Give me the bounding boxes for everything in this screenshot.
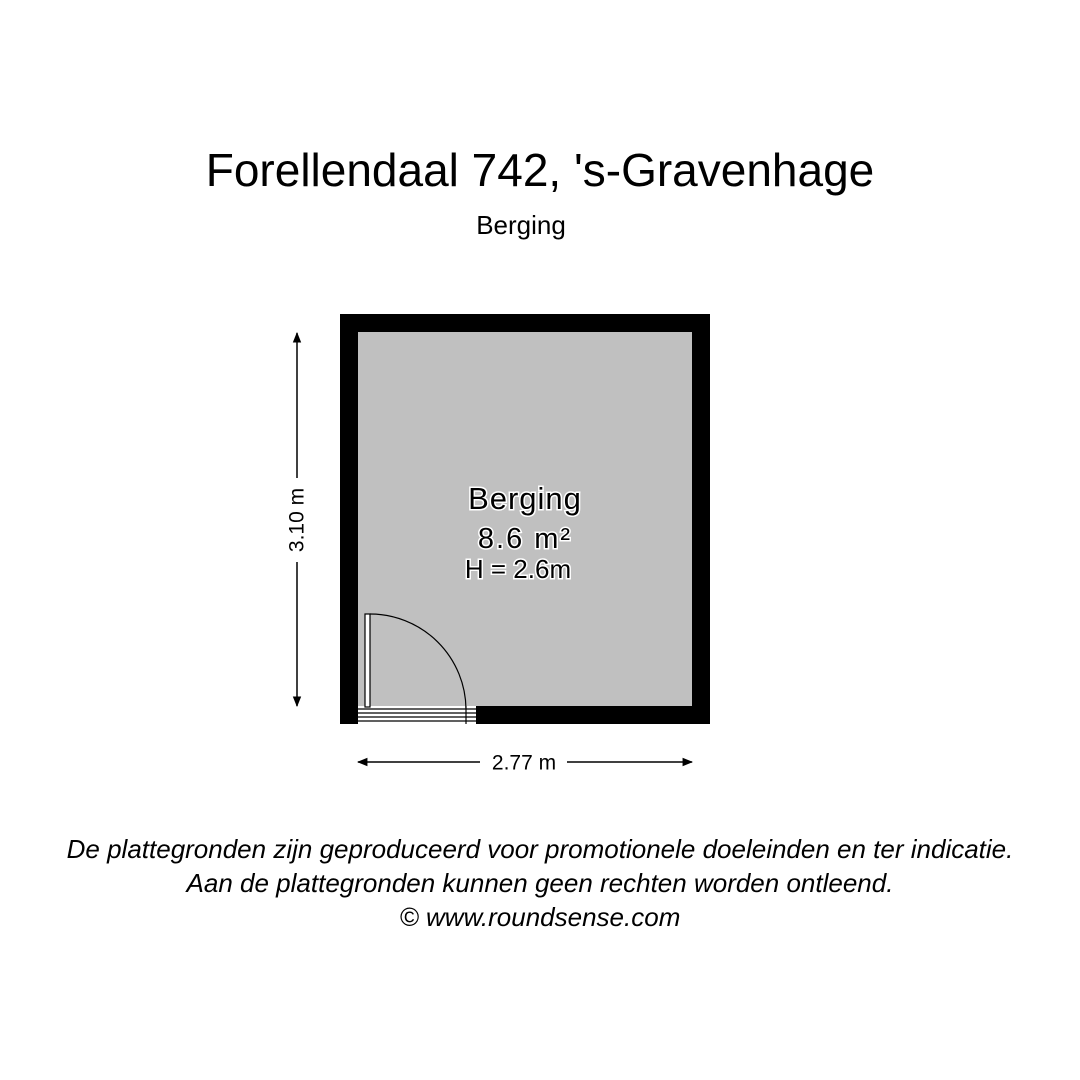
disclaimer-line-2: Aan de plattegronden kunnen geen rechten worden ontleend. [186,868,894,898]
door-threshold [358,706,476,724]
height-dimension-label: 3.10 m [285,487,309,553]
room-height: H = 2.6m [464,554,572,584]
room-floor [358,332,692,706]
width-dimension-label: 2.77 m [491,751,557,775]
disclaimer-line-1: De plattegronden zijn geproduceerd voor promotionele doeleinden en ter indicatie. [66,834,1014,864]
wall-right [692,314,710,724]
height-dimension [286,333,309,706]
wall-left [340,314,358,724]
page-title: Forellendaal 742, 's-Gravenhage [205,144,875,196]
room-name: Berging [468,481,582,516]
disclaimer [0,832,1080,934]
door-leaf [365,614,370,707]
copyright-line: © www.roundsense.com [399,902,681,932]
wall-top [340,314,710,332]
width-dimension [358,752,692,775]
room-area: 8.6 m² [477,523,573,555]
wall-bottom [476,706,710,724]
floor-subtitle: Berging [476,210,566,240]
